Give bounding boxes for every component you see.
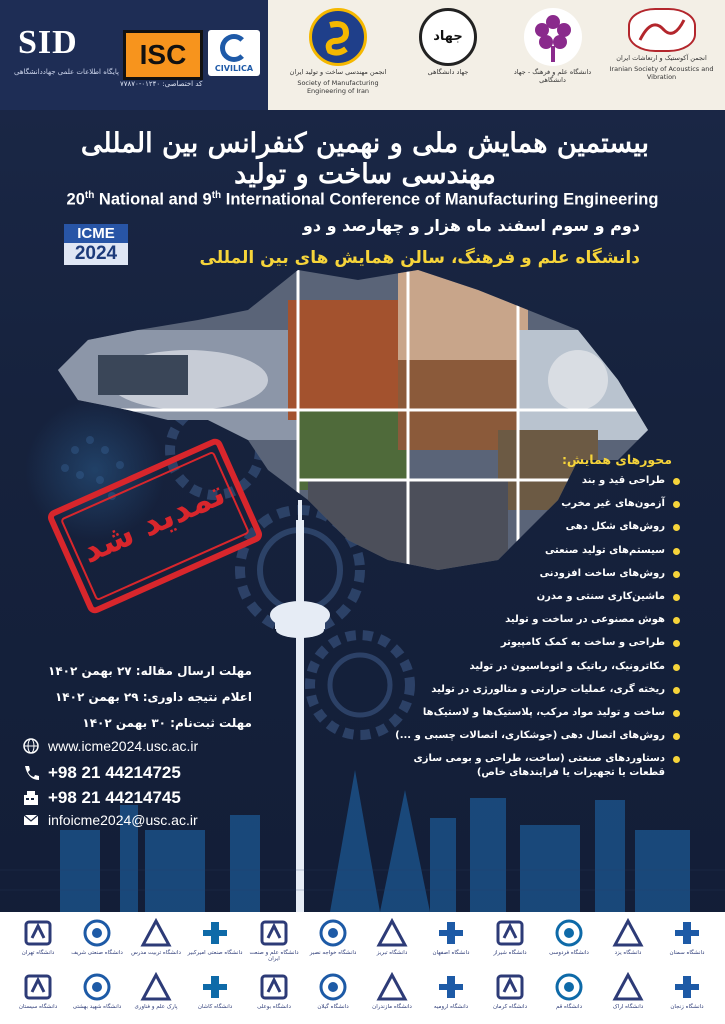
sponsor-emblem-icon (669, 918, 705, 948)
topic-text: ریخته گری، عملیات حرارتی و متالورژی در تولید (431, 683, 665, 695)
sponsor-emblem-icon (197, 918, 233, 948)
website-text: www.icme2024.usc.ac.ir (48, 738, 199, 754)
bullet-icon (673, 687, 680, 694)
extended-stamp-text: تمدید شد (75, 473, 232, 572)
icme-badge-line1: ICME (64, 224, 128, 243)
sponsor-caption: دانشگاه مازندران (372, 1004, 412, 1010)
fax-text: +98 21 44214745 (48, 788, 181, 807)
sponsor-caption: دانشگاه یزد (614, 950, 642, 956)
topic-item (380, 497, 680, 520)
sponsor-logo (421, 972, 481, 1010)
jahad-emblem-icon: جهاد (419, 8, 477, 66)
sponsor-caption: دانشگاه گیلان (317, 1004, 349, 1010)
topic-item (380, 613, 680, 636)
fax-icon (22, 790, 40, 806)
sponsor-caption: دانشگاه قم (555, 1004, 583, 1010)
phone-icon (22, 765, 40, 781)
contact-email[interactable] (22, 812, 272, 828)
sponsor-emblem-icon (492, 918, 528, 948)
sponsor-caption: دانشگاه زنجان (670, 1004, 704, 1010)
sponsor-logo (185, 972, 245, 1010)
sponsor-logo (657, 972, 717, 1010)
deadline-submission: مهلت ارسال مقاله: ۲۷ بهمن ۱۴۰۲ (48, 664, 252, 678)
topics-title: محورهای همایش: (561, 452, 672, 467)
globe-icon (22, 738, 40, 754)
topic-text: سیستم‌های تولید صنعتی (544, 544, 665, 556)
topic-item (380, 520, 680, 543)
deadline-review: اعلام نتیجه داوری: ۲۹ بهمن ۱۴۰۲ (54, 690, 252, 704)
sme-caption: انجمن مهندسی ساخت و تولید ایران (289, 68, 387, 76)
topic-item (380, 729, 680, 752)
topic-text: روش‌های شکل دهی (565, 521, 665, 533)
civilica-logo (208, 30, 260, 76)
sponsor-emblem-icon (256, 918, 292, 948)
sme-caption-en: Society of Manufacturing Engineering of Iran (297, 78, 379, 95)
bullet-icon (673, 664, 680, 671)
acoustics-caption: انجمن آکوستیک و ارتعاشات ایران (616, 54, 707, 62)
bullet-icon (673, 617, 680, 624)
sponsor-logo (539, 972, 599, 1010)
sponsor-logo (657, 918, 717, 956)
sponsor-logo (67, 918, 127, 956)
sponsor-emblem-icon (138, 972, 174, 1002)
bullet-icon (673, 571, 680, 578)
sponsor-logo (185, 918, 245, 956)
topic-item (380, 474, 680, 497)
sponsor-caption: دانشگاه فردوسی (549, 950, 589, 956)
acoustics-emblem-icon (628, 8, 696, 52)
acoustics-logo (604, 8, 719, 102)
contact-phone[interactable] (22, 763, 272, 783)
code-label: کد اختصاصی: ۰۱۲۴۰-۷۷۸۷۰ (120, 80, 203, 88)
sponsor-emblem-icon (433, 972, 469, 1002)
sponsor-caption: دانشگاه صنعتی امیرکبیر (187, 950, 243, 956)
sponsor-emblem-icon (551, 918, 587, 948)
bullet-icon (673, 594, 680, 601)
sponsor-caption: دانشگاه خواجه نصیر (309, 950, 357, 956)
sponsor-caption: دانشگاه تربیت مدرس (131, 950, 181, 956)
sponsor-logo (362, 972, 422, 1010)
sponsor-caption: دانشگاه ارومیه (433, 1004, 469, 1010)
contact-fax[interactable] (22, 788, 272, 808)
conference-venue: دانشگاه علم و فرهنگ، سالن همایش های بین المللی (199, 248, 640, 268)
sponsor-logo (480, 972, 540, 1010)
sponsor-caption: دانشگاه اصفهان (432, 950, 470, 956)
jahad-logo (398, 8, 498, 102)
title-english: 20th National and 9th International Conference of Manufacturing Engineering (66, 190, 659, 209)
sponsor-caption: دانشگاه سمنان (669, 950, 705, 956)
sponsor-emblem-icon (20, 918, 56, 948)
topic-text: دستاوردهای صنعتی (ساخت، طراحی و بومی سازی قطعات یا تجهیزات یا فرایندهای خاص) (413, 753, 665, 778)
sponsor-caption: دانشگاه کرمان (492, 1004, 528, 1010)
sponsor-logo (303, 972, 363, 1010)
topic-text: آزمون‌های غیر مخرب (561, 498, 665, 510)
sponsor-caption: دانشگاه صنعتی شریف (71, 950, 123, 956)
sponsor-emblem-icon (256, 972, 292, 1002)
sponsor-logo (244, 918, 304, 963)
sponsor-logo (8, 972, 68, 1010)
topic-item (380, 544, 680, 567)
sme-logo (288, 8, 388, 102)
sponsor-emblem-icon (138, 918, 174, 948)
sponsor-caption: دانشگاه کاشان (197, 1004, 233, 1010)
sponsor-emblem-icon (374, 972, 410, 1002)
contact-website[interactable] (22, 738, 272, 754)
sponsor-emblem-icon (315, 972, 351, 1002)
sponsor-caption: دانشگاه بوعلی (257, 1004, 291, 1010)
civilica-c-icon (220, 34, 248, 62)
title-persian: بیستمین همایش ملی و نهمین کنفرانس بین المللی مهندسی ساخت و تولید (80, 128, 650, 190)
topic-text: روش‌های اتصال دهی (جوشکاری، اتصالات چسبی و ...) (395, 730, 665, 742)
acoustics-caption-en: Iranian Society of Acoustics and Vibration (609, 64, 714, 81)
topic-item (380, 752, 680, 779)
sponsor-caption: دانشگاه سیستان (18, 1004, 58, 1010)
bullet-icon (673, 756, 680, 763)
usc-flower-icon (524, 8, 582, 66)
topic-item (380, 636, 680, 659)
sponsor-caption: دانشگاه شهید بهشتی (72, 1004, 122, 1010)
phone-text: +98 21 44214725 (48, 763, 181, 782)
sponsor-logo (244, 972, 304, 1010)
sponsor-logo (126, 972, 186, 1010)
sponsor-emblem-icon (79, 972, 115, 1002)
usc-caption: دانشگاه علم و فرهنگ - جهاد دانشگاهی (513, 68, 592, 84)
email-text: infoicme2024@usc.ac.ir (48, 812, 198, 828)
bullet-icon (673, 640, 680, 647)
topic-text: ساخت و تولید مواد مرکب، پلاستیک‌ها و لاستیک‌ها (422, 706, 665, 718)
sponsor-logo (598, 972, 658, 1010)
topics-list (380, 474, 680, 779)
sponsor-logo (421, 918, 481, 956)
icme-badge (64, 224, 128, 265)
bullet-icon (673, 548, 680, 555)
bullet-icon (673, 733, 680, 740)
sponsor-emblem-icon (374, 918, 410, 948)
topic-text: ماشین‌کاری سنتی و مدرن (536, 590, 665, 602)
civilica-label: CIVILICA (214, 64, 254, 73)
sponsor-caption: پارک علم و فناوری (134, 1004, 178, 1010)
sponsor-logo (126, 918, 186, 956)
sponsor-caption: دانشگاه تبریز (376, 950, 408, 956)
topic-item (380, 660, 680, 683)
topic-text: مکاترونیک، رباتیک و اتوماسیون در تولید (469, 660, 665, 672)
topic-item (380, 590, 680, 613)
sponsor-emblem-icon (197, 972, 233, 1002)
bullet-icon (673, 710, 680, 717)
sponsor-logo (598, 918, 658, 956)
usc-logo (505, 8, 600, 102)
sponsor-caption: دانشگاه اراک (612, 1004, 644, 1010)
sponsor-emblem-icon (610, 918, 646, 948)
sponsor-emblem-icon (315, 918, 351, 948)
sponsor-logo (539, 918, 599, 956)
sponsor-emblem-icon (492, 972, 528, 1002)
topic-item (380, 706, 680, 729)
sponsor-logo (303, 918, 363, 956)
sponsor-emblem-icon (433, 918, 469, 948)
topic-item (380, 683, 680, 706)
sponsor-emblem-icon (20, 972, 56, 1002)
bullet-icon (673, 524, 680, 531)
sponsor-emblem-icon (610, 972, 646, 1002)
header (0, 0, 725, 110)
sponsor-logo (480, 918, 540, 956)
sid-logo: SID (18, 24, 78, 61)
sponsor-logo (362, 918, 422, 956)
topic-text: روش‌های ساخت افزودنی (539, 567, 665, 579)
sponsor-caption: دانشگاه تهران (21, 950, 55, 956)
deadline-registration: مهلت ثبت‌نام: ۳۰ بهمن ۱۴۰۲ (82, 716, 252, 730)
sponsor-logo (67, 972, 127, 1010)
jahad-caption: جهاد دانشگاهی (427, 68, 469, 76)
topic-text: هوش مصنوعی در ساخت و تولید (505, 614, 665, 626)
email-icon (22, 812, 40, 828)
sponsor-emblem-icon (79, 918, 115, 948)
sponsor-logo (8, 918, 68, 956)
conference-date: دوم و سوم اسفند ماه هزار و چهارصد و دو (302, 216, 640, 235)
sponsor-caption: دانشگاه شیراز (493, 950, 527, 956)
sponsor-caption: دانشگاه علم و صنعت ایران (249, 950, 299, 963)
topic-text: طراحی قید و بند (581, 475, 665, 486)
topic-text: طراحی و ساخت به کمک کامپیوتر (500, 637, 665, 649)
bullet-icon (673, 501, 680, 508)
indexing-logos-panel (0, 0, 268, 110)
topic-item (380, 567, 680, 590)
bullet-icon (673, 478, 680, 485)
sme-emblem-icon (309, 8, 367, 66)
sponsor-emblem-icon (551, 972, 587, 1002)
isc-logo: ISC (123, 30, 203, 80)
sponsor-emblem-icon (669, 972, 705, 1002)
sponsor-logos-strip (0, 912, 725, 1024)
icme-badge-line2: 2024 (64, 243, 128, 265)
sid-subtitle: پایگاه اطلاعات علمی جهاددانشگاهی (14, 68, 119, 76)
